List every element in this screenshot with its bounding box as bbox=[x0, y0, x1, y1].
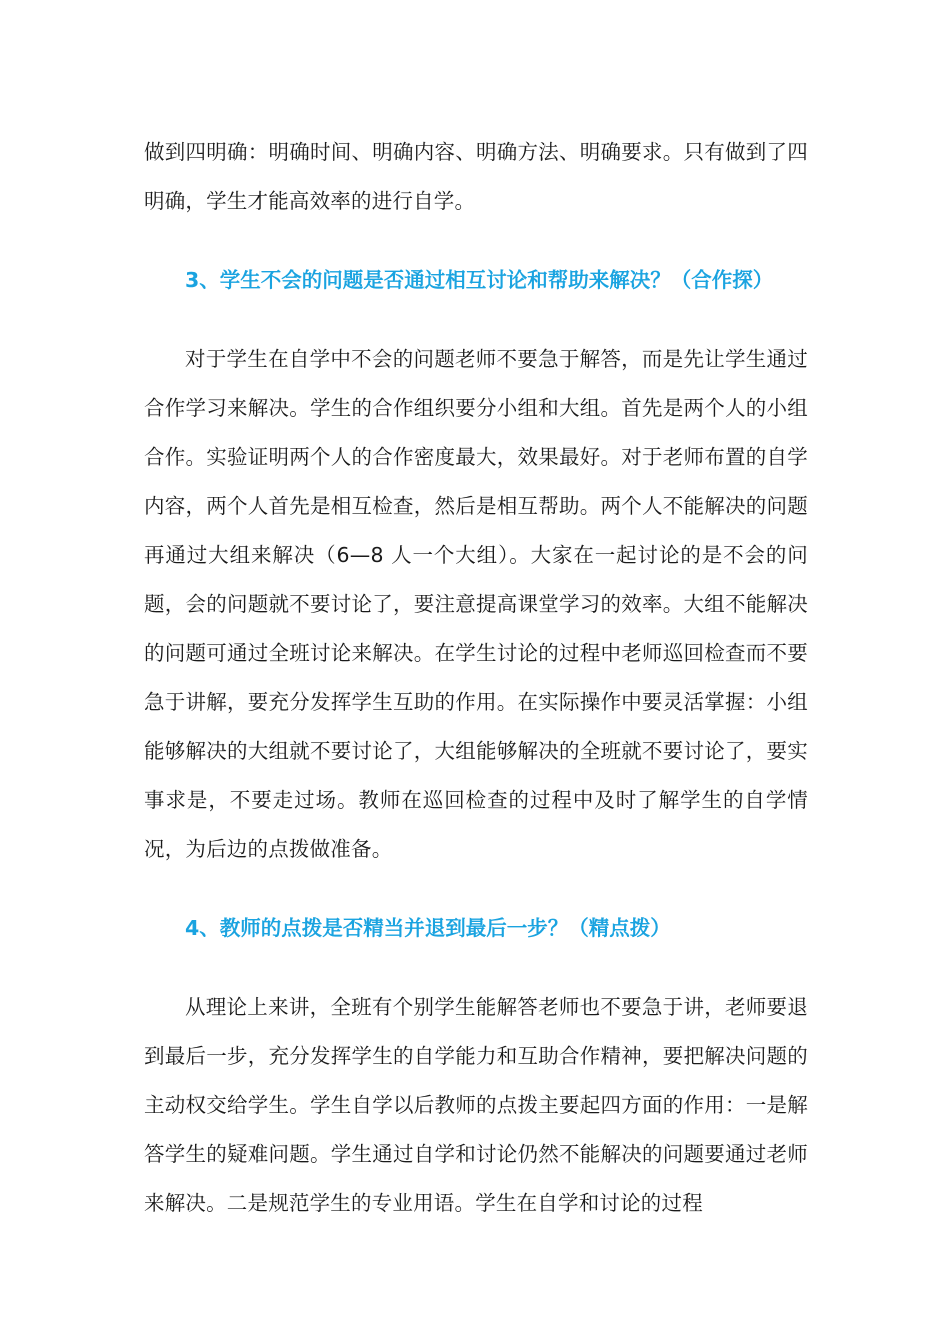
intro-paragraph: 做到四明确：明确时间、明确内容、明确方法、明确要求。只有做到了四明确，学生才能高效率的进行自学。 bbox=[144, 140, 808, 213]
spacer bbox=[144, 305, 808, 335]
spacer bbox=[144, 874, 808, 904]
section-4-heading: 4、教师的点拨是否精当并退到最后一步？（精点拨） bbox=[185, 916, 671, 940]
section-4-body: 从理论上来讲，全班有个别学生能解答老师也不要急于讲，老师要退到最后一步，充分发挥学生的自学能力和互助合作精神，要把解决问题的主动权交给学生。学生自学以后教师的点拨主要起四方面的作用：一是解答学生的疑难问题。学生通过自学和讨论仍然不能解决的问题要通过老师来解决。二是规范学生的专业用语。学生在自学和讨论的过程 bbox=[144, 995, 808, 1215]
document-page bbox=[144, 128, 808, 1228]
section-3-body: 对于学生在自学中不会的问题老师不要急于解答，而是先让学生通过合作学习来解决。学生的合作组织要分小组和大组。首先是两个人的小组合作。实验证明两个人的合作密度最大，效果最好。对于老师布置的自学内容，两个人首先是相互检查，然后是相互帮助。两个人不能解决的问题再通过大组来解决（6—8 人一个大组）。大家在一起讨论的是不会的问题，会的问题就不要讨论了，要注意提高课堂学习的效率。大组不能解决的问题可通过全班讨论来解决。在学生讨论的过程中老师巡回检查而不要急于讲解，要充分发挥学生互助的作用。在实际操作中要灵活掌握：小组能够解决的大组就不要讨论了，大组能够解决的全班就不要讨论了，要实事求是，不要走过场。教师在巡回检查的过程中及时了解学生的自学情况，为后边的点拨做准备。 bbox=[144, 347, 808, 861]
section-3-heading: 3、学生不会的问题是否通过相互讨论和帮助来解决？（合作探） bbox=[185, 268, 774, 292]
spacer bbox=[144, 226, 808, 256]
spacer bbox=[144, 953, 808, 983]
